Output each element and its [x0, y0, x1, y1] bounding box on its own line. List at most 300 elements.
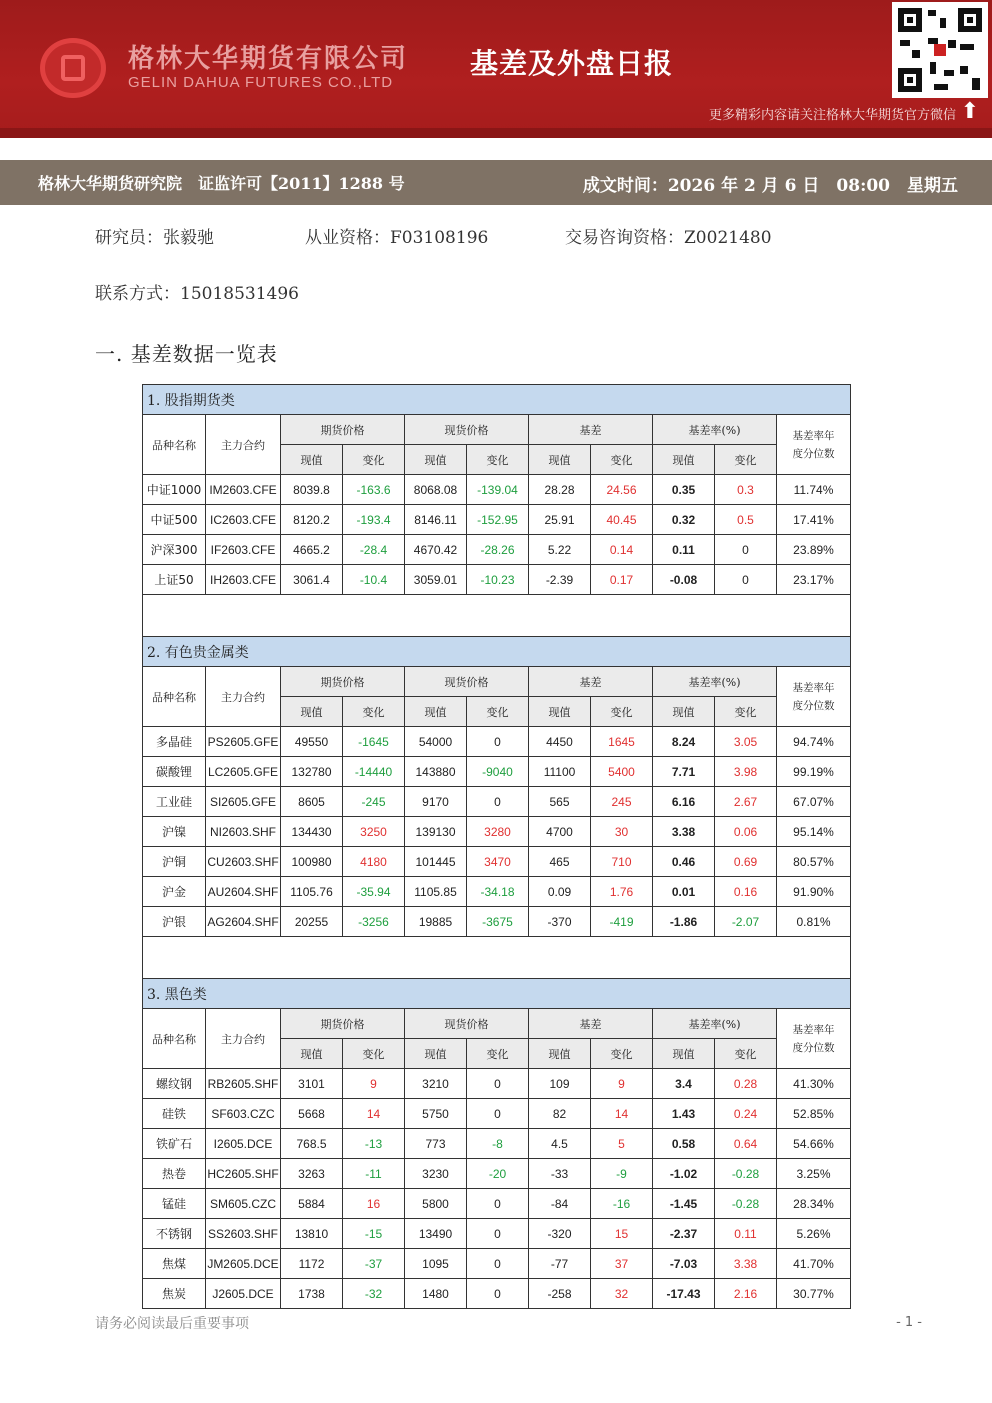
contact: 联系方式：15018531496	[95, 284, 299, 304]
cell-basis-value: -77	[529, 1249, 591, 1279]
cell-basis-rate: -1.02	[653, 1159, 715, 1189]
report-header	[0, 0, 992, 138]
cell-basis-rate-change: 0.11	[715, 1219, 777, 1249]
cell-basis-change: 245	[591, 787, 653, 817]
cell-basis-rate: -7.03	[653, 1249, 715, 1279]
cell-contract: RB2605.SHF	[206, 1069, 281, 1099]
cell-percentile: 94.74%	[777, 727, 851, 757]
table-row	[143, 907, 851, 937]
category-row	[143, 385, 851, 415]
cell-basis-value: 5.22	[529, 535, 591, 565]
cell-contract: HC2605.SHF	[206, 1159, 281, 1189]
cell-name: 螺纹钢	[143, 1069, 206, 1099]
cell-percentile: 5.26%	[777, 1219, 851, 1249]
cell-name: 上证50	[143, 565, 206, 595]
cell-spot-change: 0	[467, 1279, 529, 1309]
cell-contract: SI2605.GFE	[206, 787, 281, 817]
cell-contract: IH2603.CFE	[206, 565, 281, 595]
cell-basis-rate: 3.4	[653, 1069, 715, 1099]
cell-basis-value: 4700	[529, 817, 591, 847]
cell-futures-change: 16	[343, 1189, 405, 1219]
cell-name: 沪银	[143, 907, 206, 937]
header-name: 品种名称	[143, 667, 206, 727]
cell-basis-rate: 0.46	[653, 847, 715, 877]
cell-basis-rate-change: 0.24	[715, 1099, 777, 1129]
follow-wechat-text: 更多精彩内容请关注格林大华期货官方微信	[708, 108, 956, 123]
cell-basis-change: 24.56	[591, 475, 653, 505]
cell-percentile: 41.30%	[777, 1069, 851, 1099]
header-change: 变化	[467, 1039, 529, 1069]
company-name-en: GELIN DAHUA FUTURES CO.,LTD	[128, 74, 394, 91]
cell-name: 沪铜	[143, 847, 206, 877]
cell-futures-price: 768.5	[281, 1129, 343, 1159]
cell-futures-change: -3256	[343, 907, 405, 937]
cell-basis-rate-change: -0.28	[715, 1189, 777, 1219]
cell-basis-rate: 0.58	[653, 1129, 715, 1159]
cell-spot-change: 0	[467, 1249, 529, 1279]
cell-basis-change: 40.45	[591, 505, 653, 535]
cell-basis-rate-change: 3.38	[715, 1249, 777, 1279]
basis-table	[142, 384, 851, 1309]
cell-futures-price: 4665.2	[281, 535, 343, 565]
cell-basis-value: 565	[529, 787, 591, 817]
cell-basis-value: 4.5	[529, 1129, 591, 1159]
section-title: 一. 基差数据一览表	[95, 342, 278, 366]
table-row	[143, 1249, 851, 1279]
header-spot_price: 现货价格	[405, 667, 529, 697]
header-current: 现值	[405, 1039, 467, 1069]
cell-futures-change: -35.94	[343, 877, 405, 907]
table-row	[143, 1099, 851, 1129]
cell-futures-price: 3061.4	[281, 565, 343, 595]
header-current: 现值	[405, 445, 467, 475]
header-percentile	[777, 1009, 851, 1069]
cell-basis-rate: 1.43	[653, 1099, 715, 1129]
cell-spot-price: 8068.08	[405, 475, 467, 505]
report-title: 基差及外盘日报	[470, 47, 674, 80]
cell-percentile: 17.41%	[777, 505, 851, 535]
header-percentile-text: 基差率年度分位数	[792, 429, 835, 460]
category-row	[143, 637, 851, 667]
cell-basis-rate: 7.71	[653, 757, 715, 787]
cell-spot-price: 1480	[405, 1279, 467, 1309]
cell-basis-rate: -1.86	[653, 907, 715, 937]
cell-basis-rate-change: 0.69	[715, 847, 777, 877]
cell-spot-price: 54000	[405, 727, 467, 757]
table-row	[143, 1129, 851, 1159]
cell-basis-value: 25.91	[529, 505, 591, 535]
cell-futures-price: 134430	[281, 817, 343, 847]
cell-futures-price: 1105.76	[281, 877, 343, 907]
header-current: 现值	[281, 1039, 343, 1069]
cell-futures-change: -1645	[343, 727, 405, 757]
cell-basis-rate-change: 0.5	[715, 505, 777, 535]
cell-basis-value: -258	[529, 1279, 591, 1309]
cell-spot-price: 3230	[405, 1159, 467, 1189]
cell-futures-price: 49550	[281, 727, 343, 757]
header-change: 变化	[715, 445, 777, 475]
table-row	[143, 1159, 851, 1189]
cell-spot-price: 139130	[405, 817, 467, 847]
category-title: 2. 有色贵金属类	[143, 637, 851, 667]
header-spot_price: 现货价格	[405, 1009, 529, 1039]
cell-percentile: 52.85%	[777, 1099, 851, 1129]
table-row	[143, 475, 851, 505]
cell-basis-value: -320	[529, 1219, 591, 1249]
cell-basis-value: 82	[529, 1099, 591, 1129]
cell-percentile: 80.57%	[777, 847, 851, 877]
table-spacer	[143, 937, 851, 979]
cell-basis-rate: 0.35	[653, 475, 715, 505]
cell-spot-change: 0	[467, 727, 529, 757]
cell-basis-value: 0.09	[529, 877, 591, 907]
cell-spot-change: -10.23	[467, 565, 529, 595]
cell-spot-price: 3059.01	[405, 565, 467, 595]
cell-basis-change: 0.17	[591, 565, 653, 595]
header-current: 现值	[653, 1039, 715, 1069]
header-change: 变化	[591, 1039, 653, 1069]
cell-contract: SF603.CZC	[206, 1099, 281, 1129]
cell-spot-change: 0	[467, 787, 529, 817]
cell-percentile: 95.14%	[777, 817, 851, 847]
cell-futures-price: 3101	[281, 1069, 343, 1099]
cell-basis-change: 1645	[591, 727, 653, 757]
cell-contract: CU2603.SHF	[206, 847, 281, 877]
cell-spot-price: 143880	[405, 757, 467, 787]
cell-futures-change: 9	[343, 1069, 405, 1099]
cell-basis-rate-change: 0	[715, 565, 777, 595]
table-row	[143, 817, 851, 847]
cell-percentile: 0.81%	[777, 907, 851, 937]
cell-futures-price: 1738	[281, 1279, 343, 1309]
header-change: 变化	[591, 445, 653, 475]
cell-basis-change: -9	[591, 1159, 653, 1189]
cell-name: 沪金	[143, 877, 206, 907]
cell-name: 中证500	[143, 505, 206, 535]
cell-basis-value: 4450	[529, 727, 591, 757]
header-futures_price: 期货价格	[281, 1009, 405, 1039]
header-current: 现值	[529, 1039, 591, 1069]
cell-basis-rate: 0.11	[653, 535, 715, 565]
cell-contract: AG2604.SHF	[206, 907, 281, 937]
header-change: 变化	[467, 445, 529, 475]
cell-basis-rate: -2.37	[653, 1219, 715, 1249]
header-change: 变化	[343, 445, 405, 475]
cell-basis-rate-change: 2.16	[715, 1279, 777, 1309]
cell-name: 焦煤	[143, 1249, 206, 1279]
cell-contract: PS2605.GFE	[206, 727, 281, 757]
cell-futures-price: 3263	[281, 1159, 343, 1189]
cell-contract: J2605.DCE	[206, 1279, 281, 1309]
cell-spot-price: 8146.11	[405, 505, 467, 535]
cell-name: 多晶硅	[143, 727, 206, 757]
cell-spot-price: 1095	[405, 1249, 467, 1279]
cell-basis-rate: 0.01	[653, 877, 715, 907]
cell-futures-price: 13810	[281, 1219, 343, 1249]
table-row	[143, 1219, 851, 1249]
cell-spot-change: -9040	[467, 757, 529, 787]
cell-contract: I2605.DCE	[206, 1129, 281, 1159]
cell-basis-change: 37	[591, 1249, 653, 1279]
up-arrow-icon: ⬆	[960, 99, 980, 124]
qualification: 从业资格：F03108196	[305, 228, 489, 248]
cell-futures-change: -11	[343, 1159, 405, 1189]
header-basis_rate: 基差率(%)	[653, 1009, 777, 1039]
cell-spot-price: 101445	[405, 847, 467, 877]
header-name: 品种名称	[143, 415, 206, 475]
cell-futures-change: -28.4	[343, 535, 405, 565]
cell-percentile: 30.77%	[777, 1279, 851, 1309]
table-row	[143, 505, 851, 535]
cell-basis-change: 32	[591, 1279, 653, 1309]
cell-spot-price: 3210	[405, 1069, 467, 1099]
table-spacer	[143, 595, 851, 637]
cell-futures-price: 1172	[281, 1249, 343, 1279]
cell-contract: AU2604.SHF	[206, 877, 281, 907]
header-current: 现值	[529, 445, 591, 475]
table-row	[143, 877, 851, 907]
cell-futures-change: 3250	[343, 817, 405, 847]
cell-spot-price: 13490	[405, 1219, 467, 1249]
cell-futures-price: 8039.8	[281, 475, 343, 505]
header-current: 现值	[405, 697, 467, 727]
cell-percentile: 23.17%	[777, 565, 851, 595]
cell-basis-rate-change: -2.07	[715, 907, 777, 937]
cell-name: 碳酸锂	[143, 757, 206, 787]
cell-basis-rate-change: 0	[715, 535, 777, 565]
cell-futures-change: 4180	[343, 847, 405, 877]
header-name: 品种名称	[143, 1009, 206, 1069]
cell-spot-price: 5800	[405, 1189, 467, 1219]
cell-futures-change: -10.4	[343, 565, 405, 595]
cell-basis-rate-change: 0.06	[715, 817, 777, 847]
header-percentile	[777, 415, 851, 475]
header-row	[143, 415, 851, 445]
cell-basis-rate-change: 3.05	[715, 727, 777, 757]
header-current: 现值	[653, 697, 715, 727]
cell-basis-rate: -17.43	[653, 1279, 715, 1309]
cell-basis-rate-change: 2.67	[715, 787, 777, 817]
cell-percentile: 28.34%	[777, 1189, 851, 1219]
cell-futures-change: -14440	[343, 757, 405, 787]
cell-spot-change: -8	[467, 1129, 529, 1159]
cell-futures-change: -15	[343, 1219, 405, 1249]
cell-contract: SS2603.SHF	[206, 1219, 281, 1249]
header-percentile-text: 基差率年度分位数	[792, 1023, 835, 1054]
table-row	[143, 1189, 851, 1219]
header-change: 变化	[591, 697, 653, 727]
cell-spot-price: 9170	[405, 787, 467, 817]
cell-basis-rate-change: 0.64	[715, 1129, 777, 1159]
cell-basis-change: 5400	[591, 757, 653, 787]
cell-basis-change: 5	[591, 1129, 653, 1159]
header-spot_price: 现货价格	[405, 415, 529, 445]
cell-spot-change: -152.95	[467, 505, 529, 535]
cell-contract: IC2603.CFE	[206, 505, 281, 535]
publisher-bar	[0, 160, 992, 205]
header-current: 现值	[281, 445, 343, 475]
cell-basis-change: 14	[591, 1099, 653, 1129]
cell-basis-change: -419	[591, 907, 653, 937]
cell-spot-change: 0	[467, 1099, 529, 1129]
cell-futures-change: -13	[343, 1129, 405, 1159]
cell-name: 热卷	[143, 1159, 206, 1189]
cell-basis-value: 11100	[529, 757, 591, 787]
cell-basis-value: -33	[529, 1159, 591, 1189]
cell-basis-value: -370	[529, 907, 591, 937]
header-change: 变化	[715, 697, 777, 727]
page-number: - 1 -	[896, 1315, 922, 1330]
cell-spot-change: -28.26	[467, 535, 529, 565]
cell-futures-price: 5884	[281, 1189, 343, 1219]
cell-basis-change: 15	[591, 1219, 653, 1249]
table-row	[143, 727, 851, 757]
cell-spot-change: -3675	[467, 907, 529, 937]
cell-spot-change: -139.04	[467, 475, 529, 505]
cell-contract: LC2605.GFE	[206, 757, 281, 787]
company-logo	[40, 38, 106, 98]
cell-percentile: 23.89%	[777, 535, 851, 565]
cell-name: 不锈钢	[143, 1219, 206, 1249]
cell-basis-change: -16	[591, 1189, 653, 1219]
cell-spot-price: 4670.42	[405, 535, 467, 565]
cell-percentile: 99.19%	[777, 757, 851, 787]
table-row	[143, 565, 851, 595]
cell-futures-price: 8605	[281, 787, 343, 817]
table-row	[143, 535, 851, 565]
header-change: 变化	[343, 697, 405, 727]
header-basis: 基差	[529, 1009, 653, 1039]
publish-time: 成文时间：2026 年 2 月 6 日 08:00 星期五	[582, 176, 958, 196]
cell-spot-change: 0	[467, 1189, 529, 1219]
cell-percentile: 67.07%	[777, 787, 851, 817]
cell-basis-change: 710	[591, 847, 653, 877]
cell-basis-value: -2.39	[529, 565, 591, 595]
cell-basis-change: 0.14	[591, 535, 653, 565]
cell-basis-rate: 0.32	[653, 505, 715, 535]
table-row	[143, 787, 851, 817]
cell-basis-rate-change: 0.28	[715, 1069, 777, 1099]
table-row	[143, 1279, 851, 1309]
cell-name: 焦炭	[143, 1279, 206, 1309]
cell-percentile: 41.70%	[777, 1249, 851, 1279]
cell-contract: IF2603.CFE	[206, 535, 281, 565]
cell-name: 锰硅	[143, 1189, 206, 1219]
cell-futures-change: -193.4	[343, 505, 405, 535]
cell-name: 中证1000	[143, 475, 206, 505]
header-basis: 基差	[529, 667, 653, 697]
cell-contract: JM2605.DCE	[206, 1249, 281, 1279]
table-row	[143, 757, 851, 787]
cell-percentile: 54.66%	[777, 1129, 851, 1159]
header-contract: 主力合约	[206, 415, 281, 475]
cell-spot-change: 3470	[467, 847, 529, 877]
cell-basis-value: 465	[529, 847, 591, 877]
cell-basis-change: 30	[591, 817, 653, 847]
cell-basis-rate: 6.16	[653, 787, 715, 817]
cell-spot-change: -20	[467, 1159, 529, 1189]
header-current: 现值	[653, 445, 715, 475]
cell-basis-value: 109	[529, 1069, 591, 1099]
cell-futures-change: -163.6	[343, 475, 405, 505]
cell-basis-rate-change: 0.16	[715, 877, 777, 907]
cell-futures-change: -245	[343, 787, 405, 817]
header-current: 现值	[529, 697, 591, 727]
wechat-qr-code[interactable]	[892, 2, 988, 98]
researcher: 研究员：张毅驰	[95, 228, 214, 248]
cell-contract: SM605.CZC	[206, 1189, 281, 1219]
header-contract: 主力合约	[206, 667, 281, 727]
cell-name: 硅铁	[143, 1099, 206, 1129]
header-change: 变化	[343, 1039, 405, 1069]
cell-percentile: 3.25%	[777, 1159, 851, 1189]
cell-name: 铁矿石	[143, 1129, 206, 1159]
header-futures_price: 期货价格	[281, 667, 405, 697]
cell-spot-change: 0	[467, 1219, 529, 1249]
cell-futures-price: 5668	[281, 1099, 343, 1129]
header-futures_price: 期货价格	[281, 415, 405, 445]
header-percentile	[777, 667, 851, 727]
cell-futures-price: 132780	[281, 757, 343, 787]
cell-spot-change: 3280	[467, 817, 529, 847]
header-percentile-text: 基差率年度分位数	[792, 681, 835, 712]
cell-basis-value: -84	[529, 1189, 591, 1219]
cell-basis-rate: 8.24	[653, 727, 715, 757]
header-row	[143, 667, 851, 697]
cell-percentile: 11.74%	[777, 475, 851, 505]
publisher-license: 格林大华期货研究院 证监许可【2011】1288 号	[38, 174, 405, 193]
cell-spot-price: 19885	[405, 907, 467, 937]
cell-futures-change: 14	[343, 1099, 405, 1129]
cell-futures-price: 8120.2	[281, 505, 343, 535]
cell-futures-price: 20255	[281, 907, 343, 937]
cell-name: 工业硅	[143, 787, 206, 817]
cell-basis-change: 9	[591, 1069, 653, 1099]
cell-basis-rate: 3.38	[653, 817, 715, 847]
cell-spot-price: 5750	[405, 1099, 467, 1129]
table-row	[143, 847, 851, 877]
header-change: 变化	[467, 697, 529, 727]
header-contract: 主力合约	[206, 1009, 281, 1069]
cell-basis-change: 1.76	[591, 877, 653, 907]
cell-basis-rate: -1.45	[653, 1189, 715, 1219]
company-name-cn: 格林大华期货有限公司	[128, 44, 409, 74]
cell-name: 沪镍	[143, 817, 206, 847]
cell-basis-rate-change: 0.3	[715, 475, 777, 505]
cell-contract: NI2603.SHF	[206, 817, 281, 847]
cell-basis-rate-change: -0.28	[715, 1159, 777, 1189]
category-title: 3. 黑色类	[143, 979, 851, 1009]
cell-basis-rate-change: 3.98	[715, 757, 777, 787]
footer-note: 请务必阅读最后重要事项	[95, 1316, 249, 1332]
header-basis_rate: 基差率(%)	[653, 415, 777, 445]
cell-spot-price: 773	[405, 1129, 467, 1159]
header-change: 变化	[715, 1039, 777, 1069]
cell-name: 沪深300	[143, 535, 206, 565]
category-title: 1. 股指期货类	[143, 385, 851, 415]
cell-basis-rate: -0.08	[653, 565, 715, 595]
header-basis_rate: 基差率(%)	[653, 667, 777, 697]
table-row	[143, 1069, 851, 1099]
cell-basis-value: 28.28	[529, 475, 591, 505]
cell-percentile: 91.90%	[777, 877, 851, 907]
cell-spot-price: 1105.85	[405, 877, 467, 907]
cell-spot-change: 0	[467, 1069, 529, 1099]
header-current: 现值	[281, 697, 343, 727]
cell-futures-change: -37	[343, 1249, 405, 1279]
category-row	[143, 979, 851, 1009]
cell-futures-change: -32	[343, 1279, 405, 1309]
